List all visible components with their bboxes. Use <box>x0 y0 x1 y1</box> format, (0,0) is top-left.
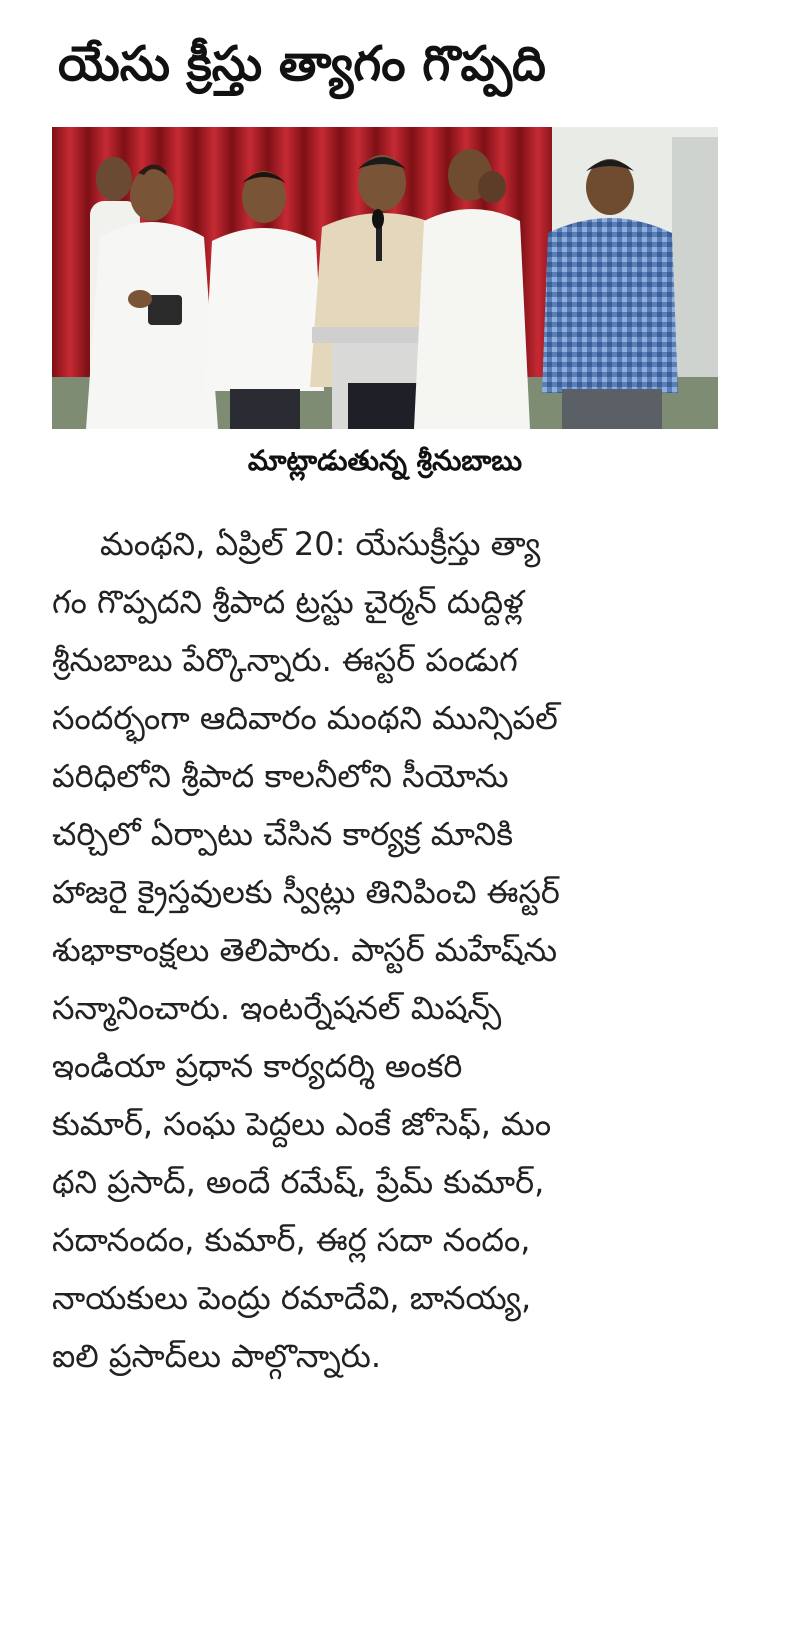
article-line: నాయకులు పెంద్రు రమాదేవి, బానయ్య, <box>52 1279 532 1317</box>
article-line: గం గొప్పదని శ్రీపాద ట్రస్టు చైర్మన్ దుద్దిళ్ల <box>52 583 524 621</box>
headline: యేసు క్రీస్తు త్యాగం గొప్పది <box>58 36 546 92</box>
article-line: సదానందం, కుమార్, ఈర్ల సదా నందం, <box>52 1221 531 1259</box>
photo-caption: మాట్లాడుతున్న శ్రీనుబాబు <box>247 444 523 477</box>
article-line: చర్చిలో ఏర్పాటు చేసిన కార్యక్ర మానికి <box>52 815 514 853</box>
article-line: ఐలి ప్రసాద్‌లు పాల్గొన్నారు. <box>52 1337 382 1375</box>
news-photo <box>52 127 718 429</box>
article-line: ఇండియా ప్రధాన కార్యదర్శి అంకరి <box>52 1047 463 1085</box>
article-body <box>52 515 720 1385</box>
article-line: మంథని, ఏప్రిల్ 20: యేసుక్రీస్తు త్యా <box>100 525 541 563</box>
article-line: హాజరై క్రైస్తవులకు స్వీట్లు తినిపించి ఈస్టర్ <box>52 873 560 911</box>
article-line: శ్రీనుబాబు పేర్కొన్నారు. ఈస్టర్ పండుగ <box>52 641 518 679</box>
article-line: పరిధిలోని శ్రీపాద కాలనీలోని సీయోను <box>52 757 509 795</box>
article-line: సందర్భంగా ఆదివారం మంథని మున్సిపల్ <box>52 699 558 737</box>
article-line: సన్మానించారు. ఇంటర్నేషనల్ మిషన్స్ <box>52 989 502 1027</box>
article-line: శుభాకాంక్షలు తెలిపారు. పాస్టర్ మహేష్‌ను <box>52 931 558 969</box>
article-line: కుమార్, సంఘ పెద్దలు ఎంకే జోసెఫ్, మం <box>52 1105 552 1143</box>
article-line: థని ప్రసాద్, అందే రమేష్, ప్రేమ్ కుమార్, <box>52 1163 545 1201</box>
